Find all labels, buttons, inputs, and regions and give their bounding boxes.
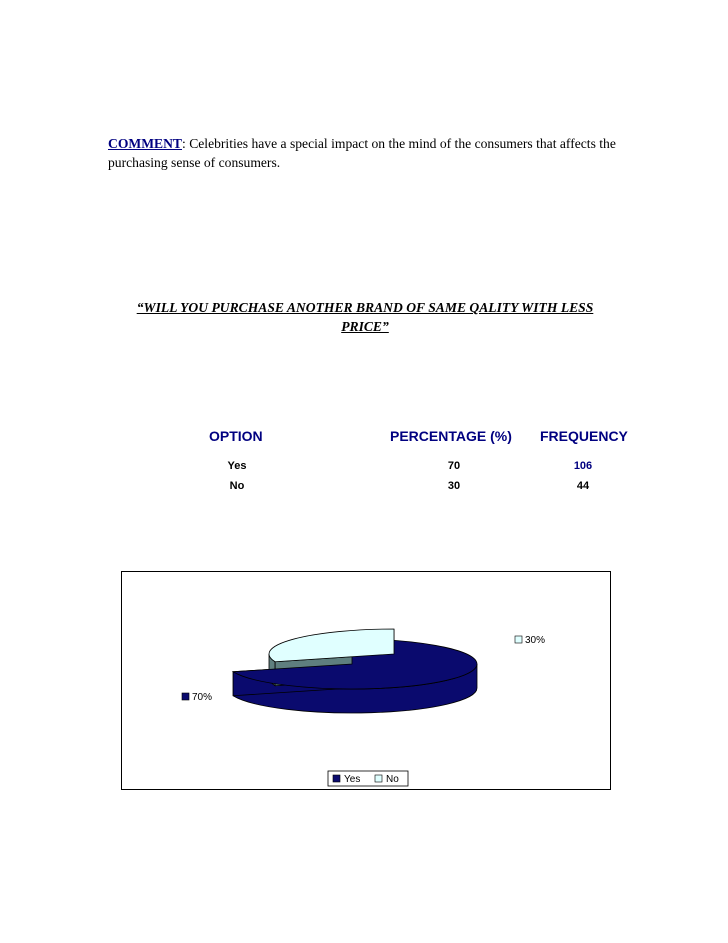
data-label-no: 30% [525, 635, 546, 646]
legend-swatch-yes [333, 775, 340, 782]
data-label-marker-yes [182, 693, 189, 700]
pie-chart-svg [122, 572, 612, 791]
comment-paragraph [108, 134, 628, 172]
question-line-1: “WILL YOU PURCHASE ANOTHER BRAND OF SAME QALITY WITH LESS [136, 300, 594, 315]
row-yes-percentage: 70 [447, 460, 461, 472]
question-line-2: PRICE” [341, 319, 389, 334]
legend-label-yes: Yes [344, 774, 361, 785]
header-frequency: FREQUENCY [540, 428, 628, 444]
survey-question-title [110, 298, 620, 336]
row-yes-frequency: 106 [573, 460, 593, 472]
comment-text: : Celebrities have a special impact on the mind of the consumers that affects the purchasing sense of consumers. [108, 136, 616, 170]
legend-swatch-no [375, 775, 382, 782]
row-no-frequency: 44 [576, 480, 590, 492]
row-yes-option: Yes [227, 460, 247, 472]
data-label-yes: 70% [192, 692, 213, 703]
pie-chart [121, 571, 611, 790]
legend-label-no: No [386, 774, 399, 785]
row-no-option: No [229, 480, 245, 492]
comment-label: COMMENT [108, 136, 183, 151]
header-percentage: PERCENTAGE (%) [390, 428, 512, 444]
data-label-marker-no [515, 636, 522, 643]
header-option: OPTION [209, 428, 263, 444]
row-no-percentage: 30 [447, 480, 461, 492]
